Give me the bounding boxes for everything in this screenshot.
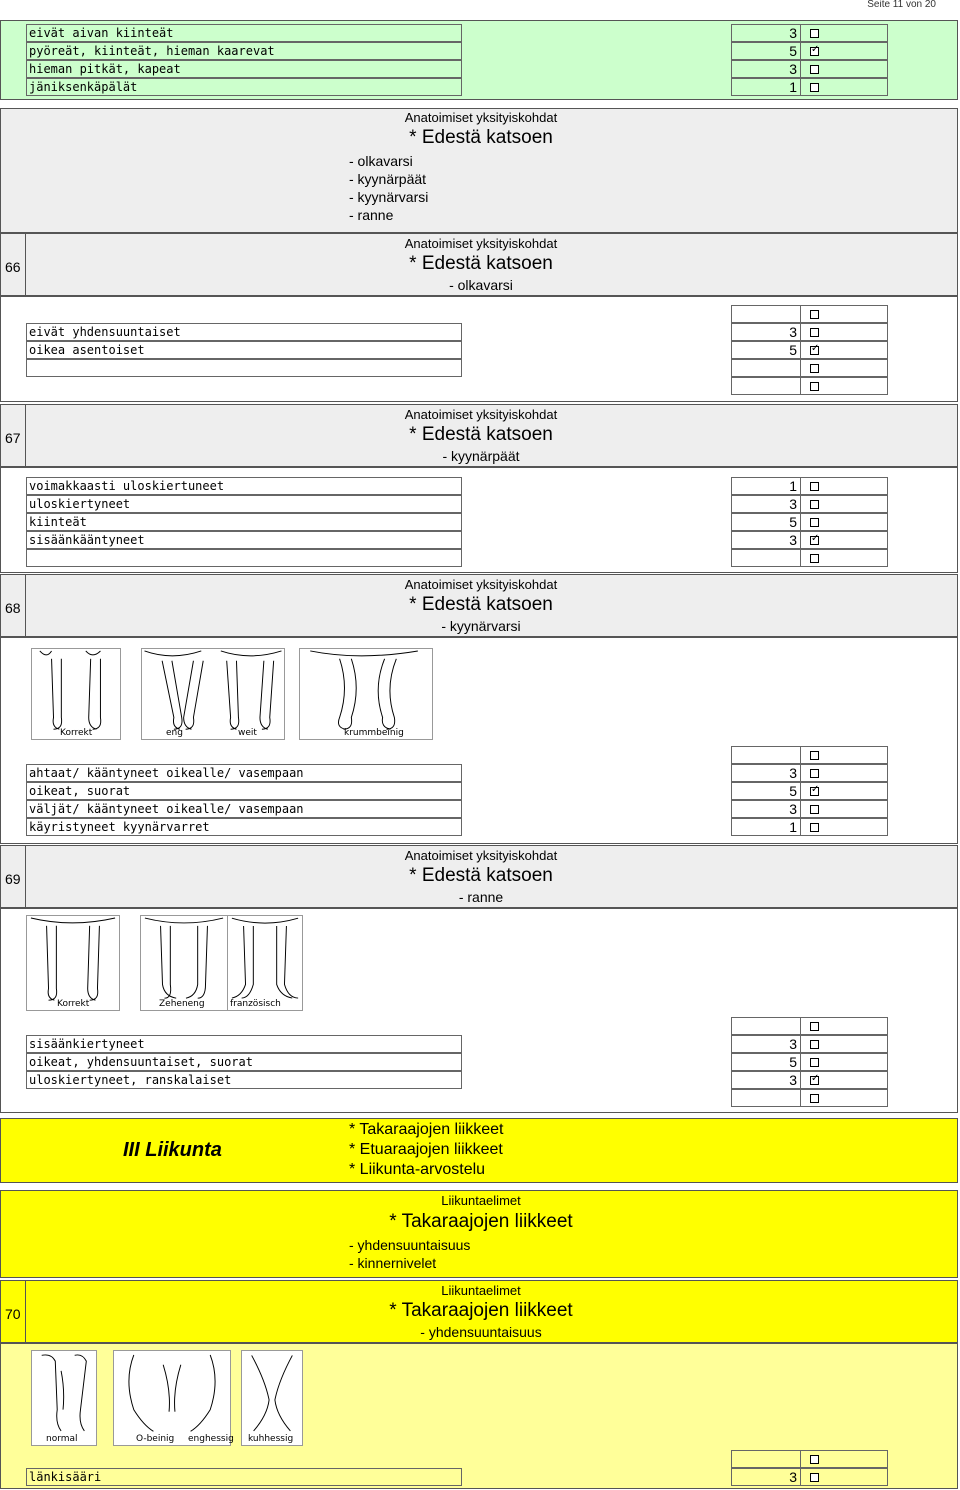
question-number: 69 — [5, 871, 21, 887]
row-label: sisäänkääntyneet — [26, 531, 462, 549]
q70-header — [0, 1280, 958, 1343]
score-value: 3 — [731, 1468, 801, 1486]
q67-header — [0, 404, 958, 467]
question-number: 70 — [5, 1306, 21, 1322]
checkbox-cell — [800, 782, 888, 800]
section-subheading: * Edestä katsoen — [409, 127, 553, 148]
q69-options — [0, 908, 958, 1113]
question-part: - ranne — [458, 889, 504, 905]
score-value: 3 — [731, 60, 801, 78]
row-label: jäniksenkäpälät — [26, 78, 462, 96]
image-caption: Zeheneng — [159, 999, 205, 1009]
score-value: 3 — [731, 1071, 801, 1089]
image-caption: weit — [238, 728, 257, 738]
wrist-image-french — [227, 915, 303, 1011]
question-subheading: * Takaraajojen liikkeet — [389, 1300, 573, 1321]
checkbox[interactable] — [810, 83, 819, 92]
row-label: hieman pitkät, kapeat — [26, 60, 462, 78]
checkbox[interactable] — [810, 751, 819, 760]
score-value: 3 — [731, 1035, 801, 1053]
checkbox-cell — [800, 818, 888, 836]
image-caption: Korrekt — [57, 999, 90, 1009]
hindleg-image-normal — [31, 1350, 97, 1446]
section-item: - kinnernivelet — [349, 1255, 437, 1271]
row-label: sisäänkiertyneet — [26, 1035, 462, 1053]
section-item: - yhdensuuntaisuus — [349, 1237, 471, 1253]
checkbox[interactable] — [810, 346, 819, 355]
score-empty — [731, 305, 801, 323]
section-item: - olkavarsi — [349, 153, 413, 169]
row-label: länkisääri — [26, 1468, 462, 1486]
question-heading: Anatoimiset yksityiskohdat — [404, 407, 558, 422]
checkbox[interactable] — [810, 805, 819, 814]
liikuntaelimet-section — [0, 1190, 958, 1278]
checkbox[interactable] — [810, 518, 819, 527]
anatomy-section — [0, 108, 958, 233]
score-value: 3 — [731, 495, 801, 513]
q66-header — [0, 233, 958, 296]
image-caption: O-beinig — [136, 1434, 175, 1444]
image-caption: französisch — [230, 999, 281, 1009]
score-value: 1 — [731, 477, 801, 495]
row-label: väljät/ kääntyneet oikealle/ vasempaan — [26, 800, 462, 818]
checkbox[interactable] — [810, 65, 819, 74]
q67-options — [0, 467, 958, 573]
row-label: oikeat, yhdensuuntaiset, suorat — [26, 1053, 462, 1071]
row-label: oikea asentoiset — [26, 341, 462, 359]
checkbox-cell — [800, 1017, 888, 1035]
checkbox[interactable] — [810, 310, 819, 319]
checkbox[interactable] — [810, 500, 819, 509]
section-heading: Liikuntaelimet — [441, 1193, 521, 1208]
score-empty — [731, 549, 801, 567]
checkbox-cell — [800, 323, 888, 341]
question-heading: Anatoimiset yksityiskohdat — [404, 848, 558, 863]
question-heading: Liikuntaelimet — [441, 1283, 521, 1298]
image-caption: Korrekt — [60, 728, 93, 738]
checkbox-cell — [800, 305, 888, 323]
section-item: - kyynärvarsi — [349, 189, 429, 205]
checkbox-cell — [800, 60, 888, 78]
wrist-image-correct — [26, 915, 120, 1011]
score-value: 1 — [731, 78, 801, 96]
checkbox-cell — [800, 341, 888, 359]
checkbox-cell — [800, 1468, 888, 1486]
q68-header — [0, 574, 958, 637]
question-number: 68 — [5, 600, 21, 616]
score-empty — [731, 1450, 801, 1468]
score-value: 5 — [731, 513, 801, 531]
score-value: 5 — [731, 42, 801, 60]
row-label: voimakkaasti uloskiertuneet — [26, 477, 462, 495]
section-item: * Liikunta-arvostelu — [349, 1161, 486, 1178]
checkbox[interactable] — [810, 769, 819, 778]
checkbox-cell — [800, 1035, 888, 1053]
checkbox-cell — [800, 1450, 888, 1468]
row-label: uloskiertyneet — [26, 495, 462, 513]
question-part: - yhdensuuntaisuus — [420, 1324, 542, 1340]
checkbox[interactable] — [810, 554, 819, 563]
question-number: 67 — [5, 430, 21, 446]
row-empty — [26, 549, 462, 567]
checkbox[interactable] — [810, 382, 819, 391]
row-label: uloskiertyneet, ranskalaiset — [26, 1071, 462, 1089]
question-subheading: * Edestä katsoen — [409, 594, 553, 615]
section-item: - ranne — [349, 207, 394, 223]
checkbox-cell — [800, 359, 888, 377]
liikunta-section — [0, 1118, 958, 1183]
checkbox[interactable] — [810, 1022, 819, 1031]
forearm-image-correct — [31, 648, 121, 740]
q66-options — [0, 296, 958, 402]
image-caption: normal — [46, 1434, 78, 1444]
question-subheading: * Edestä katsoen — [409, 253, 553, 274]
image-caption: eng — [166, 728, 183, 738]
row-label: ahtaat/ kääntyneet oikealle/ vasempaan — [26, 764, 462, 782]
checkbox[interactable] — [810, 1455, 819, 1464]
top-block — [0, 20, 958, 100]
checkbox[interactable] — [810, 1094, 819, 1103]
image-caption: kuhhessig — [248, 1434, 294, 1444]
checkbox-cell — [800, 1089, 888, 1107]
forearm-image-narrow-wide — [141, 648, 285, 740]
checkbox[interactable] — [810, 29, 819, 38]
checkbox-cell — [800, 746, 888, 764]
hindleg-image-o-legs — [113, 1350, 234, 1446]
checkbox[interactable] — [810, 482, 819, 491]
checkbox[interactable] — [810, 364, 819, 373]
section-item: - kyynärpäät — [349, 171, 427, 187]
score-value: 3 — [731, 323, 801, 341]
section-heading: Anatoimiset yksityiskohdat — [404, 110, 558, 125]
question-number: 66 — [5, 259, 21, 275]
score-value: 3 — [731, 764, 801, 782]
checkbox-cell — [800, 531, 888, 549]
checkbox[interactable] — [810, 1058, 819, 1067]
score-empty — [731, 377, 801, 395]
score-empty — [731, 1017, 801, 1035]
question-part: - olkavarsi — [449, 277, 513, 293]
checkbox-cell — [800, 78, 888, 96]
checkbox[interactable] — [810, 1076, 819, 1085]
checkbox-cell — [800, 1071, 888, 1089]
row-empty — [26, 359, 462, 377]
score-value: 5 — [731, 1053, 801, 1071]
checkbox[interactable] — [810, 1473, 819, 1482]
q70-options — [0, 1343, 958, 1489]
checkbox-cell — [800, 495, 888, 513]
image-caption: enghessig — [188, 1434, 234, 1444]
q69-header — [0, 845, 958, 908]
row-label: kiinteät — [26, 513, 462, 531]
score-value: 3 — [731, 800, 801, 818]
section-item: * Takaraajojen liikkeet — [349, 1121, 504, 1138]
forearm-image-crooked — [299, 648, 433, 740]
score-value: 5 — [731, 782, 801, 800]
question-subheading: * Edestä katsoen — [409, 865, 553, 886]
row-label: pyöreät, kiinteät, hieman kaarevat — [26, 42, 462, 60]
checkbox-cell — [800, 1053, 888, 1071]
section-item: * Etuaraajojen liikkeet — [349, 1141, 503, 1158]
question-subheading: * Edestä katsoen — [409, 424, 553, 445]
checkbox-cell — [800, 24, 888, 42]
checkbox[interactable] — [810, 328, 819, 337]
checkbox-cell — [800, 800, 888, 818]
question-heading: Anatoimiset yksityiskohdat — [404, 577, 558, 592]
score-empty — [731, 359, 801, 377]
wrist-image-toes-in — [140, 915, 228, 1011]
checkbox-cell — [800, 549, 888, 567]
checkbox[interactable] — [810, 47, 819, 56]
question-part: - kyynärpäät — [442, 448, 520, 464]
score-empty — [731, 1089, 801, 1107]
row-label: oikeat, suorat — [26, 782, 462, 800]
checkbox-cell — [800, 477, 888, 495]
score-empty — [731, 746, 801, 764]
checkbox-cell — [800, 513, 888, 531]
checkbox[interactable] — [810, 823, 819, 832]
checkbox-cell — [800, 764, 888, 782]
score-value: 3 — [731, 531, 801, 549]
score-value: 1 — [731, 818, 801, 836]
image-caption: krummbeinig — [344, 728, 404, 738]
checkbox-cell — [800, 377, 888, 395]
question-heading: Anatoimiset yksityiskohdat — [404, 236, 558, 251]
section-subheading: * Takaraajojen liikkeet — [389, 1211, 573, 1232]
checkbox[interactable] — [810, 536, 819, 545]
row-label: käyristyneet kyynärvarret — [26, 818, 462, 836]
q68-options — [0, 637, 958, 844]
row-label: eivät aivan kiinteät — [26, 24, 462, 42]
checkbox[interactable] — [810, 787, 819, 796]
page-number: Seite 11 von 20 — [867, 0, 936, 10]
question-part: - kyynärvarsi — [441, 618, 521, 634]
score-value: 5 — [731, 341, 801, 359]
checkbox-cell — [800, 42, 888, 60]
row-label: eivät yhdensuuntaiset — [26, 323, 462, 341]
section-title: III Liikunta — [123, 1139, 222, 1161]
score-value: 3 — [731, 24, 801, 42]
checkbox[interactable] — [810, 1040, 819, 1049]
hindleg-image-cowhocked — [241, 1350, 303, 1446]
